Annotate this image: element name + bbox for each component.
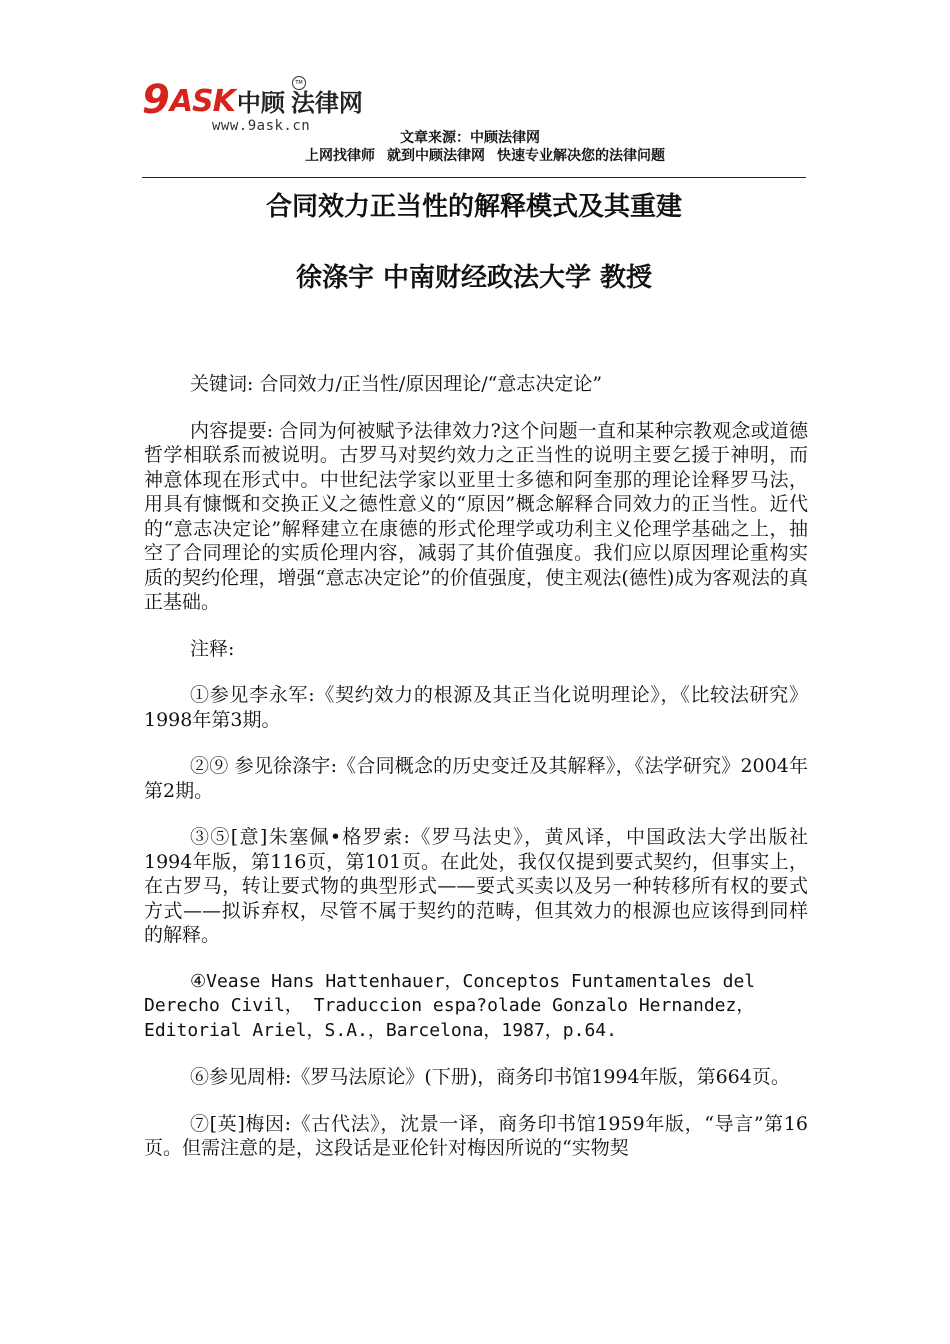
header-divider: [142, 177, 806, 178]
header-slogan: [305, 145, 677, 165]
note-item: ⑦[英]梅因:《古代法》，沈景一译，商务印书馆1959年版，“导言”第16页。但需注意的是，这段话是亚伦针对梅因所说的“实物契: [144, 1112, 808, 1159]
keywords: 关键词: 合同效力/正当性/原因理论/“意志决定论”: [190, 373, 603, 395]
note-item: ①参见李永军:《契约效力的根源及其正当化说明理论》，《比较法研究》1998年第3期。: [144, 684, 808, 731]
slogan-part-1: 上网找律师: [305, 148, 375, 164]
trademark-icon: TM: [292, 76, 306, 90]
site-logo[interactable]: [142, 78, 392, 138]
document-author: 徐涤宇 中南财经政法大学 教授: [295, 263, 653, 293]
document-title: 合同效力正当性的解释模式及其重建: [265, 192, 682, 222]
logo-url: www.9ask.cn: [212, 118, 311, 134]
article-source: 文章来源：中顾法律网: [400, 130, 540, 146]
note-item: ③⑤[意]朱塞佩•格罗索:《罗马法史》，黄风译，中国政法大学出版社1994年版，第116页，第101页。在此处，我仅仅提到要式契约，但事实上，在古罗马，转让要式物的典型形式——要式买卖以及另一种转移所有权的要式方式——拟诉弃权，尽管不属于契约的范畴，但其效力的根源也应该得到同样的解释。: [144, 826, 808, 946]
note-item: ②⑨ 参见徐涤宇:《合同概念的历史变迁及其解释》，《法学研究》2004年第2期。: [144, 755, 808, 802]
logo-cn-2: 法律网: [290, 89, 363, 117]
note-item: ④Vease Hans Hattenhauer，Conceptos Funtamentales del Derecho Civil， Traduccion espa?olade Gonzalo Hernandez，Editorial Ariel，S.A.，Barcelona，1987，p.64.: [144, 970, 756, 1041]
slogan-part-2: 就到中顾法律网: [387, 148, 485, 164]
logo-cn-1: 中顾: [236, 89, 285, 117]
logo-ask: ASK: [169, 84, 235, 119]
document-body: [144, 372, 808, 1183]
slogan-part-3: 快速专业解决您的法律问题: [497, 148, 665, 164]
logo-wordmark: [142, 77, 363, 123]
logo-nine: 9: [142, 77, 170, 123]
note-item: ⑥参见周枏:《罗马法原论》(下册)，商务印书馆1994年版，第664页。: [190, 1066, 790, 1088]
abstract: 内容提要: 合同为何被赋予法律效力?这个问题一直和某种宗教观念或道德哲学相联系而被说明。古罗马对契约效力之正当性的说明主要乞援于神明，而神意体现在形式中。中世纪法学家以亚里士多德和阿奎那的理论诠释罗马法，用具有慷慨和交换正义之德性意义的“原因”概念解释合同效力的正当性。近代的“意志决定论”解释建立在康德的形式伦理学或功利主义伦理学基础之上，抽空了合同理论的实质伦理内容，减弱了其价值强度。我们应以原因理论重构实质的契约伦理，增强“意志决定论”的价值强度，使主观法(德性)成为客观法的真正基础。: [144, 419, 808, 613]
notes-heading: 注释:: [190, 637, 235, 660]
